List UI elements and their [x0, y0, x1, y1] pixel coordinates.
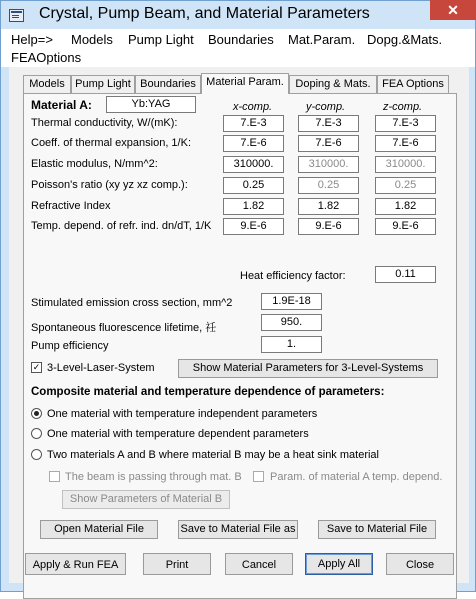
cancel-button[interactable]: Cancel [225, 553, 293, 575]
elastic-modulus-z-field: 310000. [375, 156, 436, 173]
heat-efficiency-field[interactable]: 0.11 [375, 266, 436, 283]
pump-efficiency-label: Pump efficiency [31, 340, 109, 352]
poissons-ratio-y-field: 0.25 [298, 177, 359, 194]
elastic-modulus-x-field[interactable]: 310000. [223, 156, 284, 173]
fluorescence-lifetime-field[interactable]: 950. [261, 314, 322, 331]
y-comp-header: y-comp. [306, 101, 346, 113]
param-a-temp-label: Param. of material A temp. depend. [270, 471, 443, 483]
thermal-conductivity-label: Thermal conductivity, W/(mK): [31, 117, 178, 129]
apply-all-button[interactable]: Apply All [305, 553, 373, 575]
radio-temp-dependent[interactable] [31, 428, 42, 439]
three-level-label: 3-Level-Laser-System [47, 362, 155, 374]
title-bar[interactable] [1, 1, 475, 29]
tab-fea-options[interactable]: FEA Options [377, 75, 449, 93]
thermal-expansion-z-field[interactable]: 7.E-6 [375, 135, 436, 152]
emission-cross-section-field[interactable]: 1.9E-18 [261, 293, 322, 310]
material-a-name-field[interactable]: Yb:YAG [106, 96, 196, 113]
window-title: Crystal, Pump Beam, and Material Parameters [39, 5, 370, 22]
radio-two-materials[interactable] [31, 449, 42, 460]
dn-dt-label: Temp. depend. of refr. ind. dn/dT, 1/K [31, 220, 212, 232]
menu-help[interactable]: Help=> [11, 32, 53, 47]
beam-through-b-label: The beam is passing through mat. B [65, 471, 242, 483]
menu-boundaries[interactable]: Boundaries [208, 32, 274, 47]
tab-boundaries[interactable]: Boundaries [135, 75, 201, 93]
composite-heading: Composite material and temperature dependence of parameters: [31, 386, 385, 398]
menu-fea-options[interactable]: FEAOptions [11, 50, 82, 65]
refractive-index-y-field[interactable]: 1.82 [298, 198, 359, 215]
pump-efficiency-field[interactable]: 1. [261, 336, 322, 353]
heat-efficiency-label: Heat efficiency factor: [240, 270, 346, 282]
emission-cross-section-label: Stimulated emission cross section, mm^2 [31, 297, 233, 309]
open-material-file-button[interactable]: Open Material File [40, 520, 158, 539]
show-3-level-params-button[interactable]: Show Material Parameters for 3-Level-Systems [178, 359, 438, 378]
poissons-ratio-x-field[interactable]: 0.25 [223, 177, 284, 194]
print-button[interactable]: Print [143, 553, 211, 575]
tab-material-param[interactable]: Material Param. [201, 73, 289, 94]
tab-pump-light[interactable]: Pump Light [71, 75, 135, 93]
three-level-checkbox[interactable] [31, 362, 42, 373]
temp-dependent-label: One material with temperature dependent parameters [47, 428, 309, 440]
refractive-index-label: Refractive Index [31, 200, 111, 212]
material-a-label: Material A: [31, 98, 92, 112]
tab-models[interactable]: Models [23, 75, 71, 93]
param-a-temp-checkbox [253, 471, 264, 482]
save-material-file-button[interactable]: Save to Material File [318, 520, 436, 539]
tab-doping-mats[interactable]: Doping & Mats. [289, 75, 377, 93]
close-icon: ✕ [447, 2, 459, 18]
thermal-expansion-y-field[interactable]: 7.E-6 [298, 135, 359, 152]
close-button[interactable]: Close [386, 553, 454, 575]
elastic-modulus-label: Elastic modulus, N/mm^2: [31, 158, 158, 170]
refractive-index-x-field[interactable]: 1.82 [223, 198, 284, 215]
app-window-icon[interactable] [9, 9, 24, 22]
close-window-button[interactable] [430, 0, 476, 20]
menu-models[interactable]: Models [71, 32, 113, 47]
x-comp-header: x-comp. [233, 101, 273, 113]
two-materials-label: Two materials A and B where material B may be a heat sink material [47, 449, 379, 461]
temp-independent-label: One material with temperature independent parameters [47, 408, 318, 420]
poissons-ratio-label: Poisson's ratio (xy yz xz comp.): [31, 179, 188, 191]
beam-through-b-checkbox [49, 471, 60, 482]
menu-bar [1, 29, 475, 67]
thermal-expansion-x-field[interactable]: 7.E-6 [223, 135, 284, 152]
refractive-index-z-field[interactable]: 1.82 [375, 198, 436, 215]
radio-temp-independent[interactable] [31, 408, 42, 419]
poissons-ratio-z-field: 0.25 [375, 177, 436, 194]
dn-dt-x-field[interactable]: 9.E-6 [223, 218, 284, 235]
elastic-modulus-y-field: 310000. [298, 156, 359, 173]
checkmark-icon: ✓ [32, 362, 41, 372]
dn-dt-y-field[interactable]: 9.E-6 [298, 218, 359, 235]
dn-dt-z-field[interactable]: 9.E-6 [375, 218, 436, 235]
fluorescence-lifetime-label: Spontaneous fluorescence lifetime, 祍 [31, 322, 217, 334]
material-param-panel [23, 93, 457, 599]
show-material-b-button: Show Parameters of Material B [62, 490, 230, 509]
thermal-expansion-label: Coeff. of thermal expansion, 1/K: [31, 137, 191, 149]
dialog-client-area [9, 67, 469, 583]
z-comp-header: z-comp. [383, 101, 423, 113]
menu-mat-param[interactable]: Mat.Param. [288, 32, 356, 47]
apply-run-fea-button[interactable]: Apply & Run FEA [25, 553, 126, 575]
save-material-file-as-button[interactable]: Save to Material File as [178, 520, 298, 539]
thermal-conductivity-x-field[interactable]: 7.E-3 [223, 115, 284, 132]
thermal-conductivity-z-field[interactable]: 7.E-3 [375, 115, 436, 132]
menu-dopg-mats[interactable]: Dopg.&Mats. [367, 32, 443, 47]
thermal-conductivity-y-field[interactable]: 7.E-3 [298, 115, 359, 132]
menu-pump-light[interactable]: Pump Light [128, 32, 194, 47]
